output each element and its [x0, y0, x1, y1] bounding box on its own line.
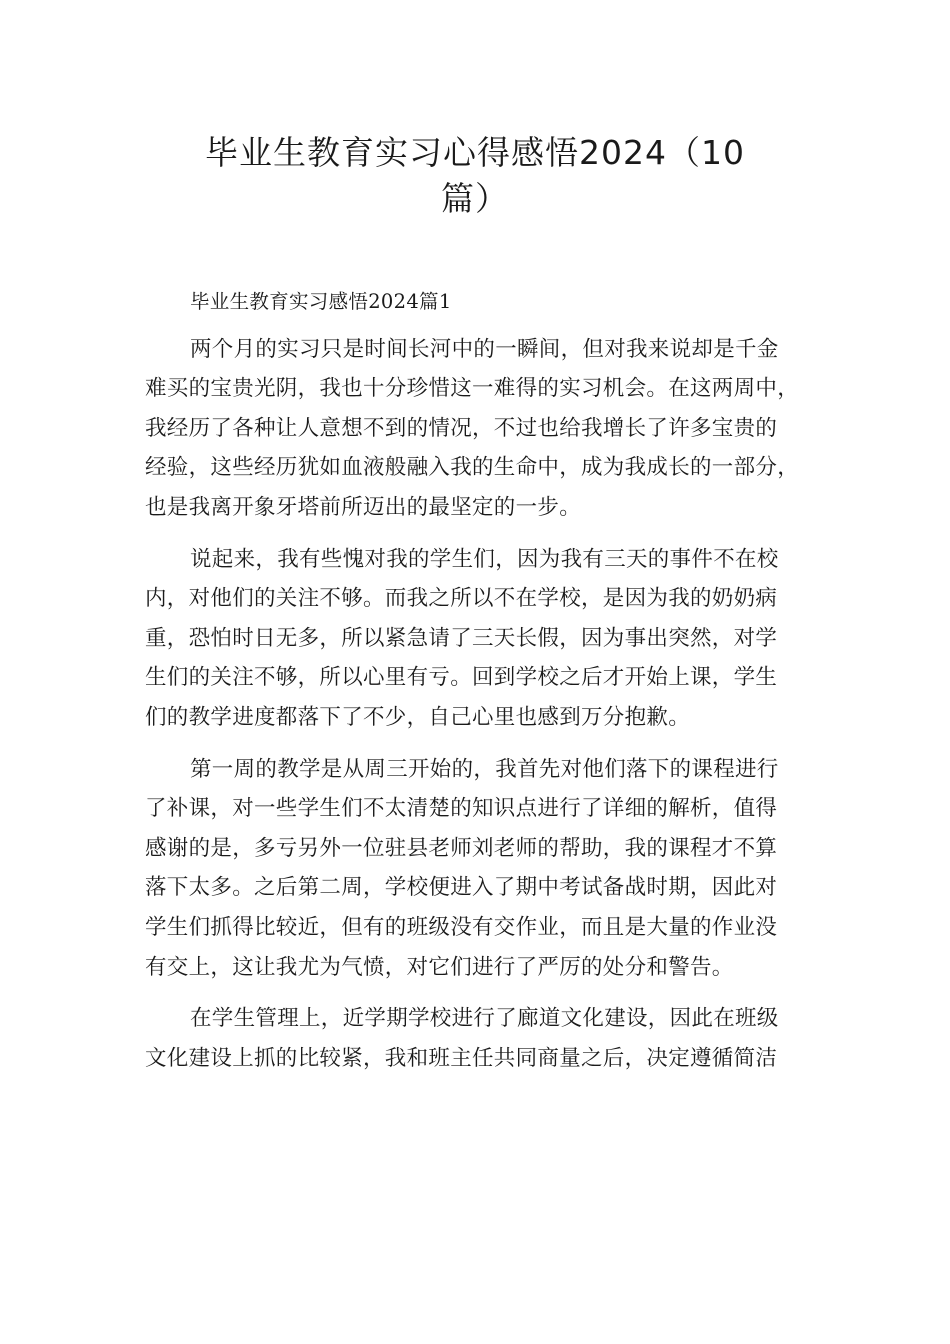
paragraph-line: 感谢的是，多亏另外一位驻县老师刘老师的帮助，我的课程才不算 — [145, 835, 778, 861]
paragraph-line: 在学生管理上，近学期学校进行了廊道文化建设，因此在班级 — [190, 1006, 779, 1032]
document-title — [145, 130, 805, 222]
paragraph-line: 文化建设上抓的比较紧，我和班主任共同商量之后，决定遵循简洁 — [145, 1045, 778, 1071]
title-line-2: 篇） — [441, 179, 509, 218]
document-body — [145, 282, 819, 1090]
paragraph-1 — [145, 330, 819, 528]
paragraph-line: 落下太多。之后第二周，学校便进入了期中考试备战时期，因此对 — [145, 875, 778, 901]
paragraph-line: 了补课，对一些学生们不太清楚的知识点进行了详细的解析，值得 — [145, 796, 778, 822]
paragraph-line: 我经历了各种让人意想不到的情况，不过也给我增长了许多宝贵的 — [145, 415, 778, 441]
paragraph-line: 重，恐怕时日无多，所以紧急请了三天长假，因为事出突然，对学 — [145, 625, 778, 651]
paragraph-line: 也是我离开象牙塔前所迈出的最坚定的一步。 — [145, 494, 582, 520]
title-line-1: 毕业生教育实习心得感悟2024（10 — [205, 133, 745, 172]
paragraph-line: 内，对他们的关注不够。而我之所以不在学校，是因为我的奶奶病 — [145, 586, 778, 612]
paragraph-line: 经验，这些经历犹如血液般融入我的生命中，成为我成长的一部分， — [145, 455, 800, 481]
paragraph-line: 第一周的教学是从周三开始的，我首先对他们落下的课程进行 — [190, 756, 779, 782]
paragraph-2 — [145, 540, 819, 738]
paragraph-line: 有交上，这让我尤为气愤，对它们进行了严厉的处分和警告。 — [145, 954, 734, 980]
paragraph-4 — [145, 999, 819, 1078]
paragraph-line: 学生们抓得比较近，但有的班级没有交作业，而且是大量的作业没 — [145, 914, 778, 940]
paragraph-line: 们的教学进度都落下了不少，自己心里也感到万分抱歉。 — [145, 704, 691, 730]
section-heading: 毕业生教育实习感悟2024篇1 — [190, 290, 452, 313]
paragraph-line: 两个月的实习只是时间长河中的一瞬间，但对我来说却是千金 — [190, 336, 779, 362]
paragraph-3 — [145, 750, 819, 988]
paragraph-line: 说起来，我有些愧对我的学生们，因为我有三天的事件不在校 — [190, 546, 779, 572]
paragraph-line: 难买的宝贵光阴，我也十分珍惜这一难得的实习机会。在这两周中， — [145, 376, 800, 402]
paragraph-line: 生们的关注不够，所以心里有亏。回到学校之后才开始上课，学生 — [145, 665, 778, 691]
